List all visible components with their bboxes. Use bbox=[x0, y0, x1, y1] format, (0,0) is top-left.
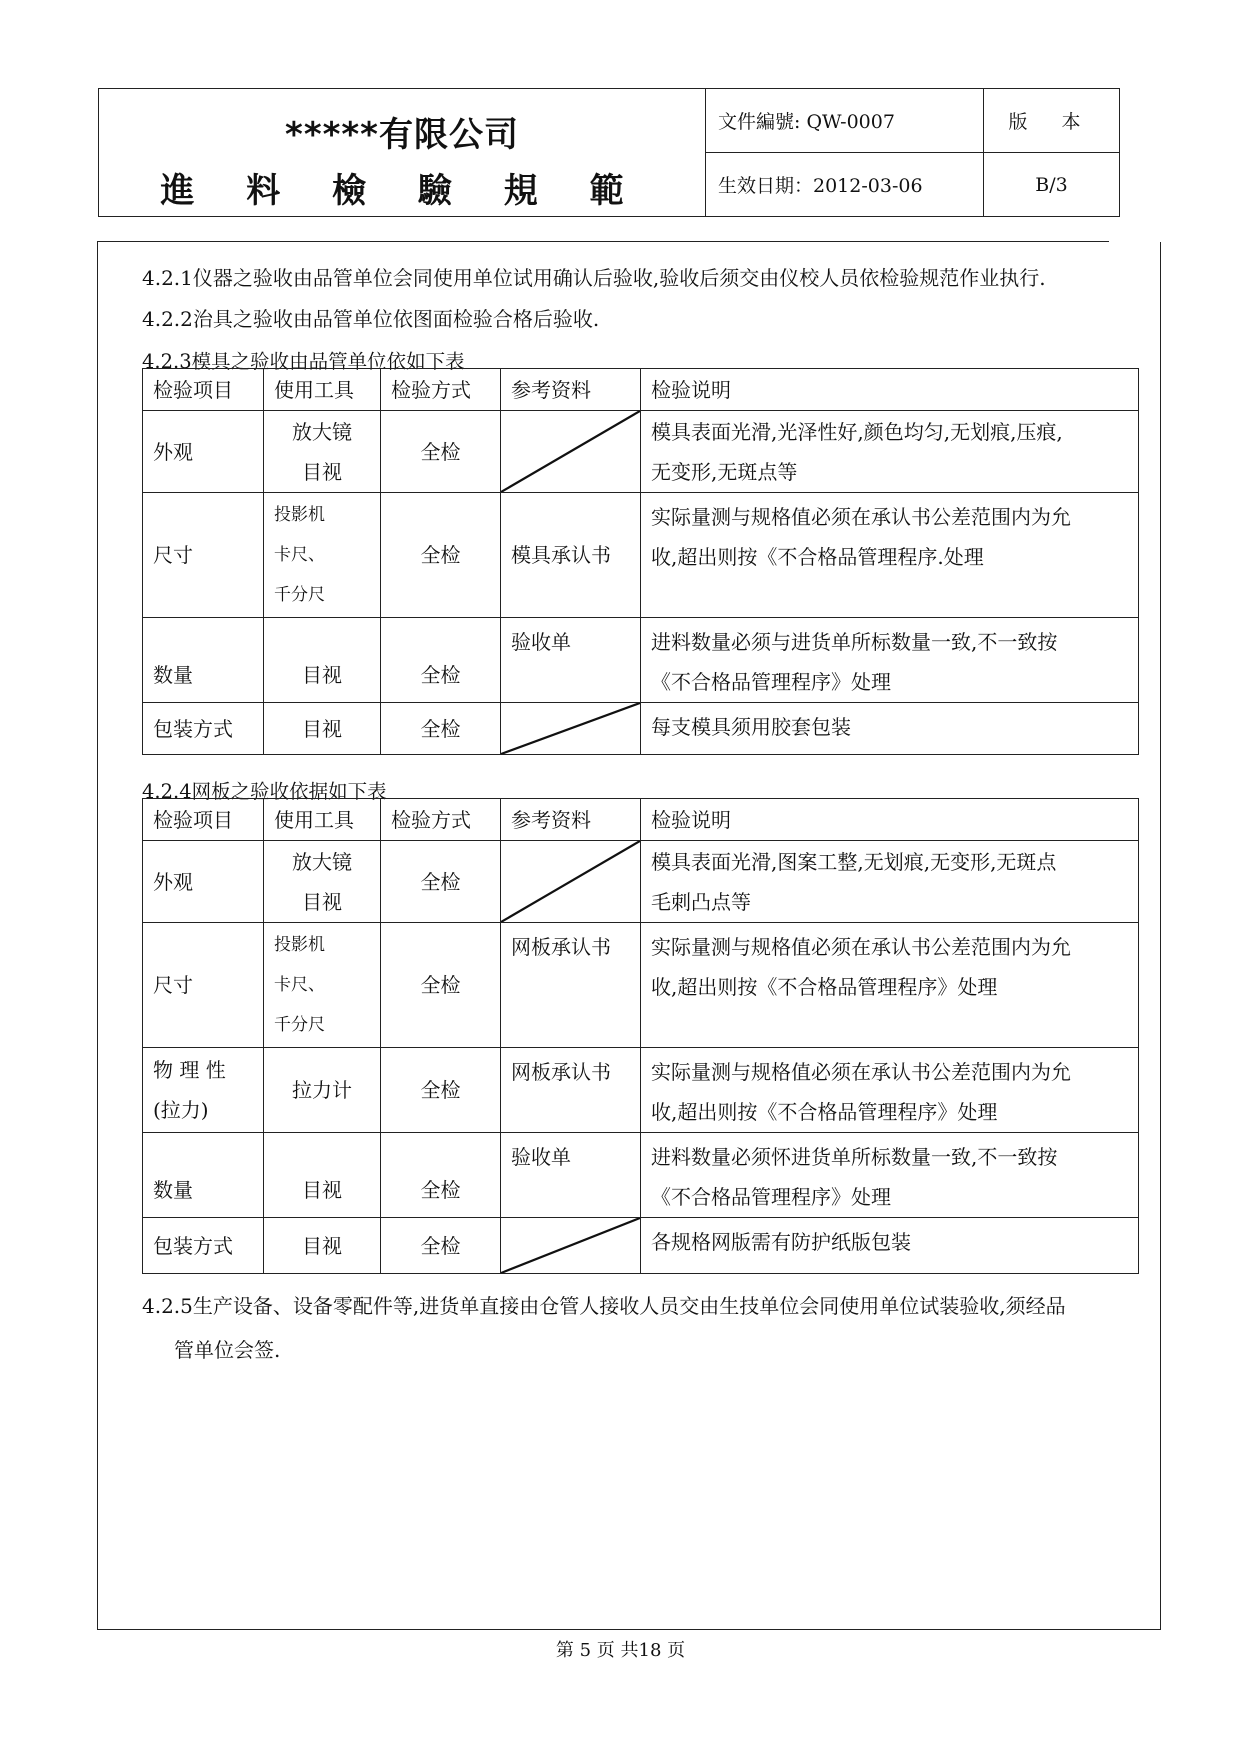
header-title-block bbox=[99, 89, 706, 216]
item-cell: 数量 bbox=[143, 1133, 264, 1218]
paragraph-4-2-2: 4.2.2治具之验收由品管单位依图面检验合格后验收. bbox=[142, 307, 600, 331]
item-cell: 外观 bbox=[143, 841, 264, 923]
tools-cell bbox=[264, 493, 381, 618]
description-line: 实际量测与规格值必须在承认书公差范围内为允 bbox=[651, 1060, 1071, 1084]
tool: 目视 bbox=[302, 459, 342, 484]
header-cell: 使用工具 bbox=[264, 369, 381, 411]
effective-date: 生效日期：2012-03-06 bbox=[706, 153, 984, 216]
description-cell bbox=[641, 1133, 1139, 1218]
description-line: 毛刺凸点等 bbox=[651, 889, 751, 914]
method-cell: 全检 bbox=[381, 1133, 501, 1218]
method-cell: 全检 bbox=[381, 1218, 501, 1274]
paragraph-4-2-5-continued: 管单位会签. bbox=[174, 1338, 281, 1362]
document-title: 進 料 檢 驗 規 範 bbox=[160, 171, 644, 211]
header-cell: 使用工具 bbox=[264, 799, 381, 841]
tool: 千分尺 bbox=[274, 1015, 325, 1035]
description-line: 收,超出则按《不合格品管理程序.处理 bbox=[651, 545, 984, 569]
tools-cell: 目视 bbox=[264, 703, 381, 755]
tool: 放大镜 bbox=[292, 849, 352, 874]
item-line: (拉力) bbox=[153, 1098, 209, 1122]
version-label: 版 本 bbox=[984, 89, 1119, 153]
tools-cell: 目视 bbox=[264, 1218, 381, 1274]
tools-cell: 目视 bbox=[264, 1133, 381, 1218]
empty-diagonal-cell bbox=[501, 841, 641, 923]
tool: 放大镜 bbox=[292, 419, 352, 444]
description-line: 进料数量必须与进货单所标数量一致,不一致按 bbox=[651, 630, 1058, 654]
description-line: 《不合格品管理程序》处理 bbox=[651, 670, 891, 694]
tools-cell: 拉力计 bbox=[264, 1048, 381, 1133]
tools-cell bbox=[264, 411, 381, 493]
reference-cell: 验收单 bbox=[501, 1133, 641, 1218]
item-cell: 尺寸 bbox=[143, 923, 264, 1048]
table-header-row bbox=[143, 369, 1139, 411]
table-row bbox=[143, 1218, 1139, 1274]
description-line: 收,超出则按《不合格品管理程序》处理 bbox=[651, 1100, 998, 1124]
tools-cell bbox=[264, 923, 381, 1048]
item-cell: 尺寸 bbox=[143, 493, 264, 618]
method-cell: 全检 bbox=[381, 1048, 501, 1133]
description-line: 模具表面光滑,光泽性好,颜色均匀,无划痕,压痕, bbox=[651, 419, 1063, 444]
description-cell bbox=[641, 493, 1139, 618]
empty-diagonal-cell bbox=[501, 411, 641, 493]
method-cell: 全检 bbox=[381, 923, 501, 1048]
description-line: 模具表面光滑,图案工整,无划痕,无变形,无斑点 bbox=[651, 849, 1057, 874]
tool: 投影机 bbox=[274, 935, 325, 955]
description-cell bbox=[641, 923, 1139, 1048]
item-cell: 包装方式 bbox=[143, 703, 264, 755]
empty-diagonal-cell bbox=[501, 703, 641, 755]
header-cell: 检验方式 bbox=[381, 799, 501, 841]
table-header-row bbox=[143, 799, 1139, 841]
header-cell: 检验项目 bbox=[143, 799, 264, 841]
description-cell bbox=[641, 1048, 1139, 1133]
tool: 目视 bbox=[302, 889, 342, 914]
empty-diagonal-cell bbox=[501, 1218, 641, 1274]
tool: 千分尺 bbox=[274, 585, 325, 605]
header-cell: 检验说明 bbox=[641, 799, 1139, 841]
page-footer: 第 5 页 共18 页 bbox=[555, 1640, 686, 1661]
item-cell: 外观 bbox=[143, 411, 264, 493]
method-cell: 全检 bbox=[381, 703, 501, 755]
table-row bbox=[143, 923, 1139, 1048]
paragraph-4-2-1: 4.2.1仪器之验收由品管单位会同使用单位试用确认后验收,验收后须交由仪校人员依检验规范作业执行. bbox=[142, 266, 1046, 290]
tool: 投影机 bbox=[274, 505, 325, 525]
header-cell: 参考资料 bbox=[501, 369, 641, 411]
document-header bbox=[98, 88, 1120, 217]
item-cell: 包装方式 bbox=[143, 1218, 264, 1274]
table-row bbox=[143, 703, 1139, 755]
paragraph-4-2-3: 4.2.3模具之验收由品管单位依如下表 bbox=[142, 350, 465, 373]
table-row bbox=[143, 1048, 1139, 1133]
tools-cell: 目视 bbox=[264, 618, 381, 703]
screen-inspection-table bbox=[142, 798, 1139, 1274]
method-cell: 全检 bbox=[381, 411, 501, 493]
version-value: B/3 bbox=[1035, 173, 1068, 196]
description-line: 《不合格品管理程序》处理 bbox=[651, 1185, 891, 1209]
description-line: 实际量测与规格值必须在承认书公差范围内为允 bbox=[651, 935, 1071, 959]
description-cell bbox=[641, 841, 1139, 923]
paragraph-4-2-5: 4.2.5生产设备、设备零配件等,进货单直接由仓管人接收人员交由生技单位会同使用单位试装验收,须经品 bbox=[142, 1294, 1066, 1318]
mold-inspection-table bbox=[142, 368, 1139, 755]
tools-cell bbox=[264, 841, 381, 923]
company-name: *****有限公司 bbox=[285, 115, 519, 155]
header-cell: 参考资料 bbox=[501, 799, 641, 841]
reference-cell: 网板承认书 bbox=[501, 1048, 641, 1133]
description-cell bbox=[641, 618, 1139, 703]
description-line: 收,超出则按《不合格品管理程序》处理 bbox=[651, 975, 998, 999]
description-cell bbox=[641, 411, 1139, 493]
reference-cell: 网板承认书 bbox=[501, 923, 641, 1048]
description-cell: 每支模具须用胶套包装 bbox=[641, 703, 1139, 755]
header-cell: 检验方式 bbox=[381, 369, 501, 411]
paragraph-4-2-4: 4.2.4网板之验收依据如下表 bbox=[142, 780, 387, 803]
reference-cell: 模具承认书 bbox=[501, 493, 641, 618]
table-row bbox=[143, 1133, 1139, 1218]
method-cell: 全检 bbox=[381, 841, 501, 923]
table-row bbox=[143, 618, 1139, 703]
method-cell: 全检 bbox=[381, 618, 501, 703]
tool: 卡尺、 bbox=[274, 545, 325, 565]
tool: 卡尺、 bbox=[274, 975, 325, 995]
item-cell: 数量 bbox=[143, 618, 264, 703]
item-line: 物 理 性 bbox=[153, 1058, 226, 1082]
table-row bbox=[143, 493, 1139, 618]
description-line: 无变形,无斑点等 bbox=[651, 459, 798, 484]
document-number: 文件編號: QW-0007 bbox=[706, 89, 984, 153]
item-cell bbox=[143, 1048, 264, 1133]
table-row bbox=[143, 411, 1139, 493]
description-line: 进料数量必须怀进货单所标数量一致,不一致按 bbox=[651, 1145, 1058, 1169]
reference-cell: 验收单 bbox=[501, 618, 641, 703]
table-row bbox=[143, 841, 1139, 923]
header-cell: 检验说明 bbox=[641, 369, 1139, 411]
description-cell: 各规格网版需有防护纸版包装 bbox=[641, 1218, 1139, 1274]
header-cell: 检验项目 bbox=[143, 369, 264, 411]
method-cell: 全检 bbox=[381, 493, 501, 618]
description-line: 实际量测与规格值必须在承认书公差范围内为允 bbox=[651, 505, 1071, 529]
